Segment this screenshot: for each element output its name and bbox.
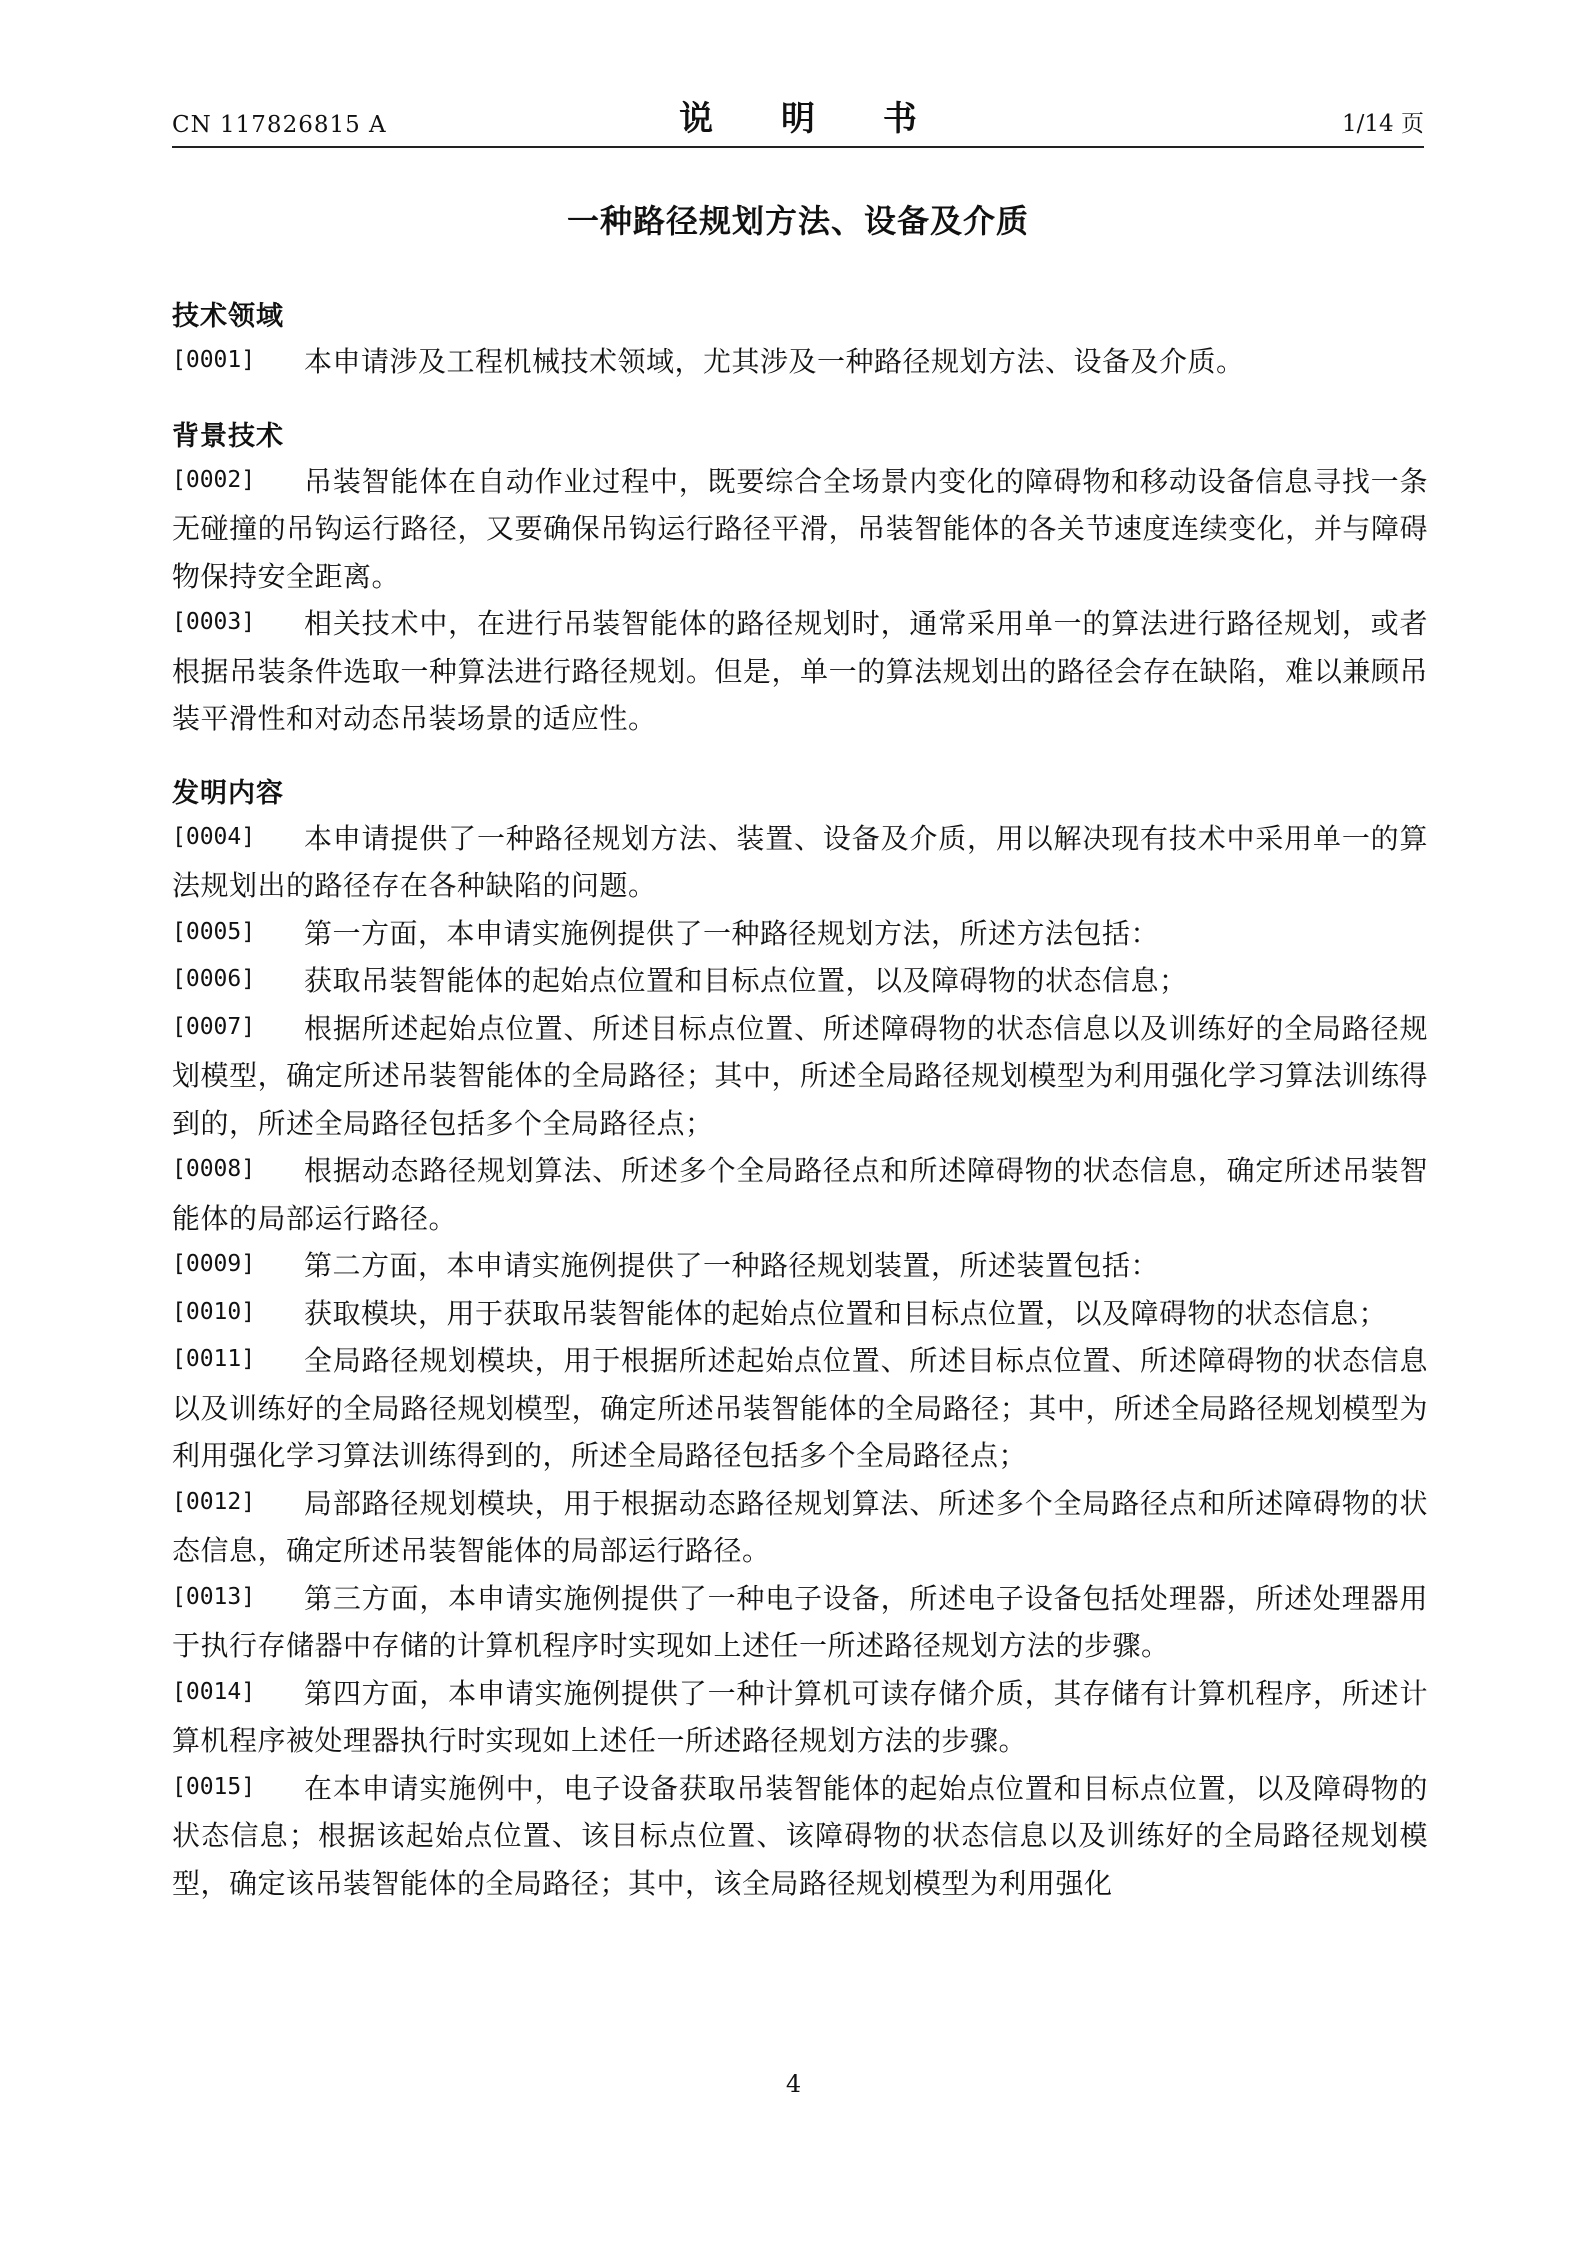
invention-title: 一种路径规划方法、设备及介质 (566, 202, 1029, 240)
paragraph (172, 1242, 1428, 1290)
paragraph (172, 1575, 1428, 1670)
paragraph-number: [0009] (172, 1251, 256, 1277)
paragraph-text: 根据所述起始点位置、所述目标点位置、所述障碍物的状态信息以及训练好的全局路径规划模型，确定所述吊装智能体的全局路径；其中，所述全局路径规划模型为利用强化学习算法训练得到的，所述全局路径包括多个全局路径点； (172, 1011, 1428, 1140)
paragraph (172, 957, 1428, 1005)
paragraph-text: 全局路径规划模块，用于根据所述起始点位置、所述目标点位置、所述障碍物的状态信息以及训练好的全局路径规划模型，确定所述吊装智能体的全局路径；其中，所述全局路径规划模型为利用强化学习算法训练得到的，所述全局路径包括多个全局路径点； (172, 1344, 1428, 1472)
paragraph-number: [0008] (172, 1156, 256, 1182)
page-count: 1/14 页 (1342, 111, 1424, 137)
page-header (172, 88, 1424, 148)
paragraph-text: 第三方面，本申请实施例提供了一种电子设备，所述电子设备包括处理器，所述处理器用于执行存储器中存储的计算机程序时实现如上述任一所述路径规划方法的步骤。 (172, 1581, 1428, 1662)
paragraph-number: [0012] (172, 1488, 256, 1515)
paragraph-number: [0002] (172, 466, 256, 493)
paragraph-number: [0015] (172, 1773, 256, 1800)
paragraph (172, 458, 1428, 601)
paragraph-text: 相关技术中，在进行吊装智能体的路径规划时，通常采用单一的算法进行路径规划，或者根据吊装条件选取一种算法进行路径规划。但是，单一的算法规划出的路径会存在缺陷，难以兼顾吊装平滑性和对动态吊装场景的适应性。 (172, 607, 1428, 735)
paragraph-text: 获取模块，用于获取吊装智能体的起始点位置和目标点位置，以及障碍物的状态信息； (304, 1296, 1388, 1330)
paragraph (172, 600, 1428, 743)
paragraph-number: [0010] (172, 1298, 256, 1325)
paragraph-number: [0007] (172, 1013, 256, 1040)
paragraph-number: [0013] (172, 1583, 256, 1610)
paragraph-text: 第二方面，本申请实施例提供了一种路径规划装置，所述装置包括： (304, 1249, 1160, 1282)
paragraph (172, 910, 1428, 958)
paragraph (172, 815, 1428, 910)
paragraph-text: 在本申请实施例中，电子设备获取吊装智能体的起始点位置和目标点位置，以及障碍物的状态信息；根据该起始点位置、该目标点位置、该障碍物的状态信息以及训练好的全局路径规划模型，确定该吊装智能体的全局路径；其中，该全局路径规划模型为利用强化 (172, 1771, 1428, 1900)
paragraph (172, 1337, 1428, 1480)
paragraph-text: 根据动态路径规划算法、所述多个全局路径点和所述障碍物的状态信息，确定所述吊装智能体的局部运行路径。 (172, 1154, 1428, 1235)
page-number: 4 (785, 2070, 802, 2098)
paragraph-text: 本申请涉及工程机械技术领域，尤其涉及一种路径规划方法、设备及介质。 (304, 345, 1245, 378)
section (172, 296, 1428, 386)
paragraph-number: [0003] (172, 609, 256, 635)
paragraph (172, 1765, 1428, 1908)
paragraph-text: 局部路径规划模块，用于根据动态路径规划算法、所述多个全局路径点和所述障碍物的状态信息，确定所述吊装智能体的局部运行路径。 (172, 1486, 1428, 1567)
paragraph-number: [0004] (172, 823, 256, 850)
paragraph-number: [0001] (172, 347, 256, 373)
paragraph (172, 1005, 1428, 1148)
paragraph (172, 1290, 1428, 1338)
section-heading: 发明内容 (172, 777, 284, 809)
section (172, 773, 1428, 1908)
document-body (172, 296, 1428, 1907)
paragraph (172, 1480, 1428, 1575)
publication-number: CN 117826815 A (172, 112, 387, 138)
paragraph (172, 1670, 1428, 1765)
document-type-title: 说 明 书 (679, 99, 945, 139)
paragraph-text: 吊装智能体在自动作业过程中，既要综合全场景内变化的障碍物和移动设备信息寻找一条无碰撞的吊钩运行路径，又要确保吊钩运行路径平滑，吊装智能体的各关节速度连续变化，并与障碍物保持安全距离。 (172, 464, 1428, 593)
paragraph-number: [0014] (172, 1678, 256, 1705)
paragraph-text: 获取吊装智能体的起始点位置和目标点位置，以及障碍物的状态信息； (304, 964, 1188, 997)
paragraph-text: 第四方面，本申请实施例提供了一种计算机可读存储介质，其存储有计算机程序，所述计算机程序被处理器执行时实现如上述任一所述路径规划方法的步骤。 (172, 1676, 1428, 1757)
paragraph-text: 第一方面，本申请实施例提供了一种路径规划方法，所述方法包括： (304, 916, 1160, 950)
paragraph-text: 本申请提供了一种路径规划方法、装置、设备及介质，用以解决现有技术中采用单一的算法规划出的路径存在各种缺陷的问题。 (172, 821, 1428, 902)
section-heading: 背景技术 (172, 420, 284, 452)
section-heading: 技术领域 (172, 301, 284, 332)
paragraph (172, 338, 1428, 386)
paragraph-number: [0005] (172, 918, 256, 945)
paragraph-number: [0006] (172, 966, 256, 992)
paragraph (172, 1147, 1428, 1242)
section (172, 416, 1428, 743)
paragraph-number: [0011] (172, 1346, 256, 1372)
